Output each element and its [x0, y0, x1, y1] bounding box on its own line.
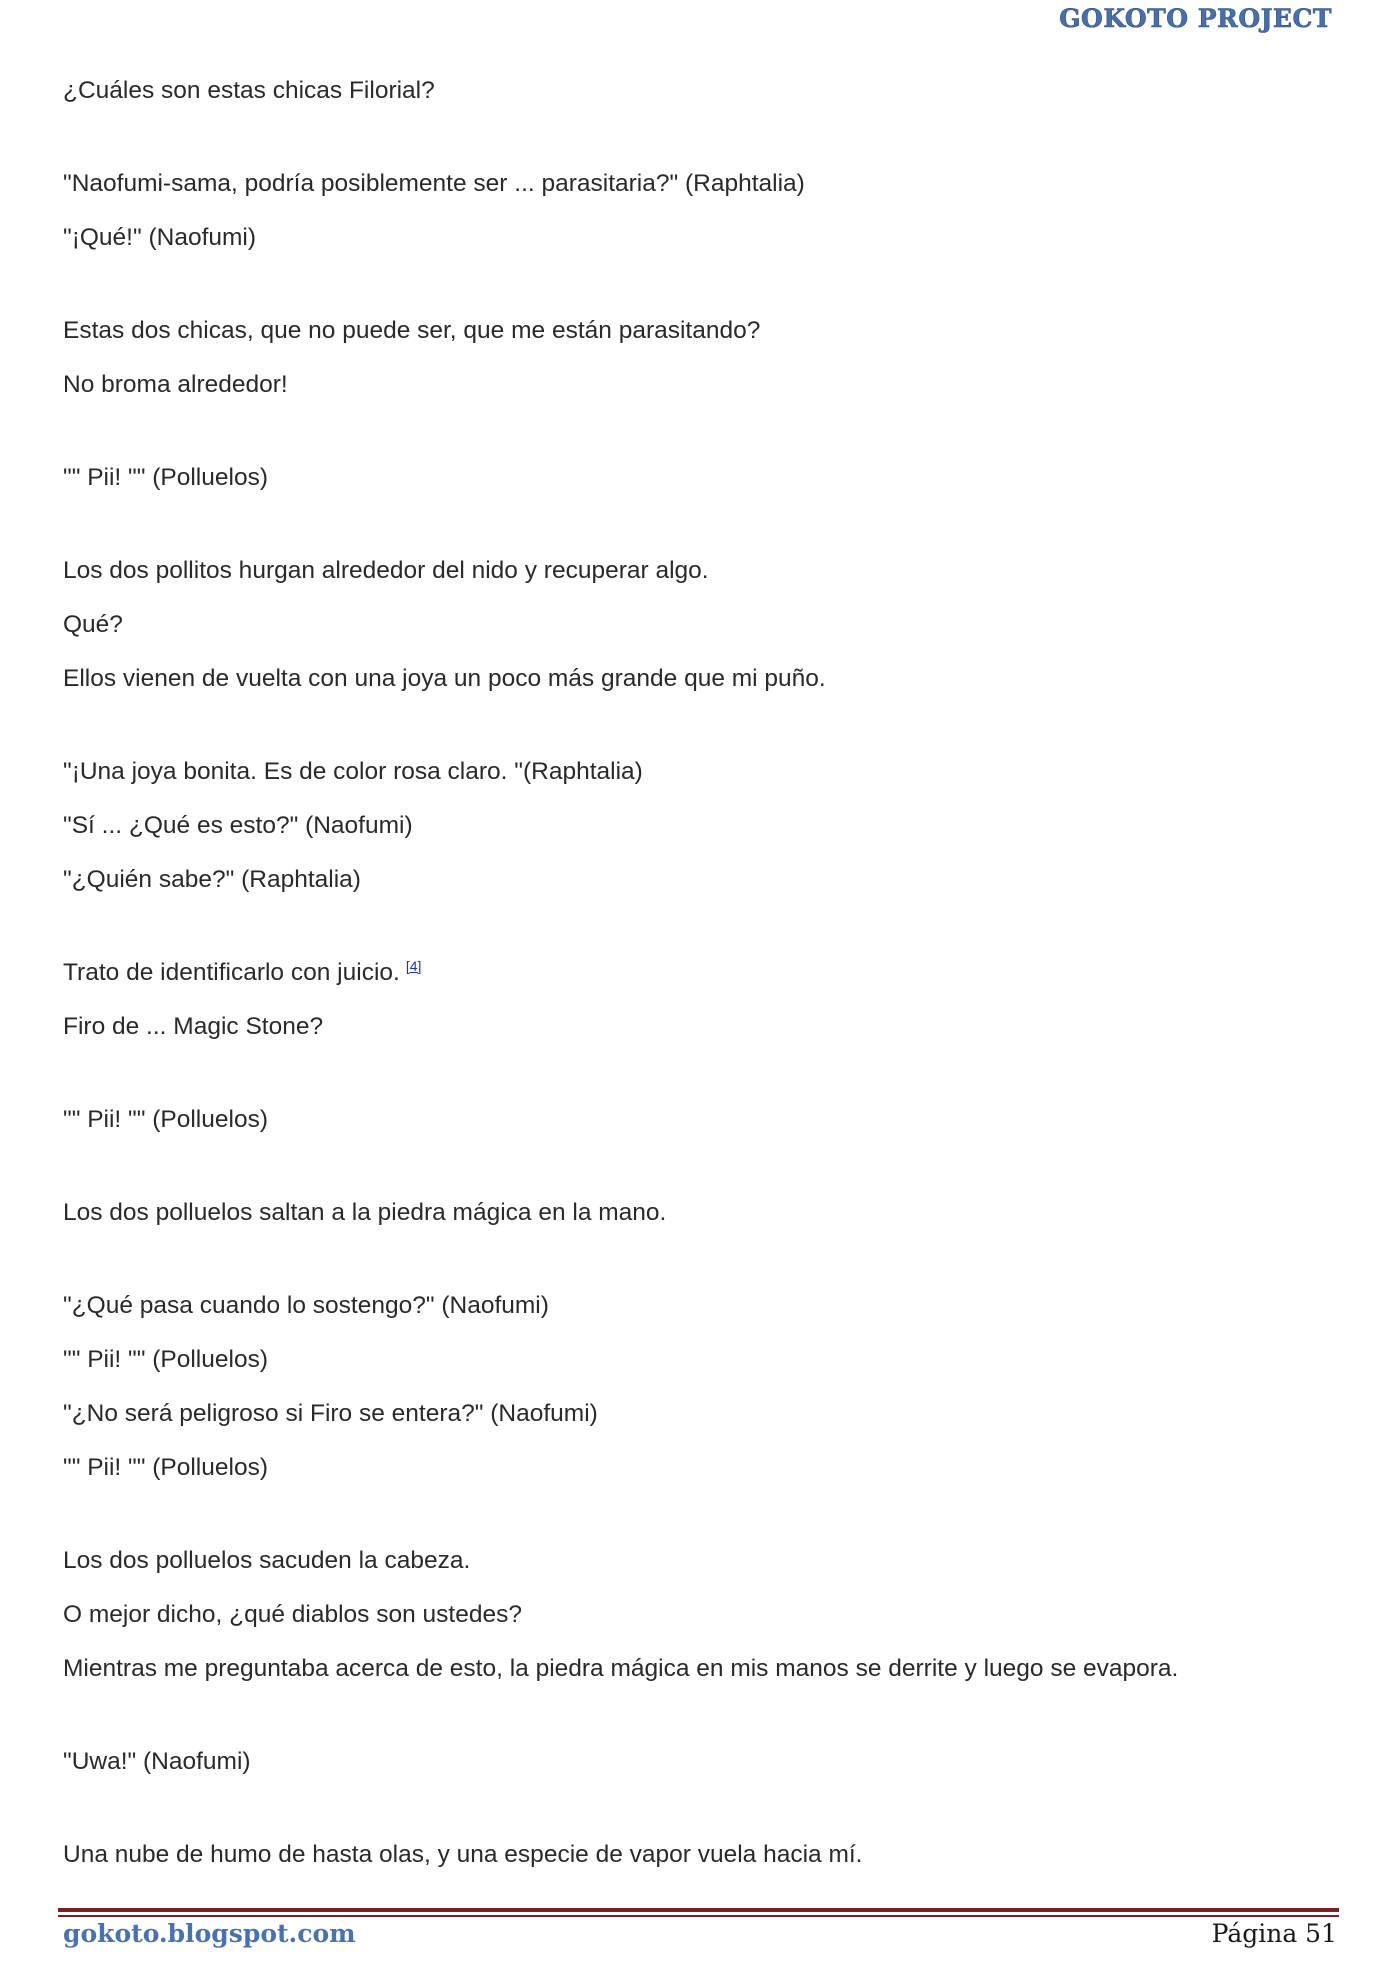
paragraph: "" Pii! "" (Polluelos)	[63, 464, 268, 491]
paragraph: Los dos polluelos saltan a la piedra mágica en la mano.	[63, 1199, 667, 1226]
paragraph: O mejor dicho, ¿qué diablos son ustedes?	[63, 1601, 522, 1628]
paragraph: "¿Qué pasa cuando lo sostengo?" (Naofumi)	[63, 1292, 549, 1319]
paragraph: "¡Una joya bonita. Es de color rosa claro. "(Raphtalia)	[63, 758, 643, 785]
paragraph: "Uwa!" (Naofumi)	[63, 1748, 251, 1775]
paragraph: "" Pii! "" (Polluelos)	[63, 1454, 268, 1481]
paragraph: "¿Quién sabe?" (Raphtalia)	[63, 866, 361, 893]
header-brand: GOKOTO PROJECT	[1059, 4, 1332, 33]
paragraph: Los dos polluelos sacuden la cabeza.	[63, 1547, 471, 1574]
footer-site-url[interactable]: gokoto.blogspot.com	[63, 1919, 356, 1948]
footnote-link[interactable]: [4]	[405, 957, 422, 974]
paragraph: Qué?	[63, 611, 123, 638]
paragraph: "¿No será peligroso si Firo se entera?" (Naofumi)	[63, 1400, 598, 1427]
paragraph: Firo de ... Magic Stone?	[63, 1013, 324, 1040]
paragraph: No broma alrededor!	[63, 371, 288, 398]
paragraph: Estas dos chicas, que no puede ser, que me están parasitando?	[63, 317, 761, 344]
footer-page-number: Página 51	[1211, 1919, 1337, 1948]
paragraph: "" Pii! "" (Polluelos)	[63, 1346, 268, 1373]
paragraph: ¿Cuáles son estas chicas Filorial?	[63, 77, 435, 104]
footer-divider-thin	[58, 1915, 1339, 1917]
paragraph: Una nube de humo de hasta olas, y una especie de vapor vuela hacia mí.	[63, 1841, 863, 1868]
paragraph: Mientras me preguntaba acerca de esto, la piedra mágica en mis manos se derrite y luego se evapora.	[63, 1655, 1179, 1682]
paragraph: "Sí ... ¿Qué es esto?" (Naofumi)	[63, 812, 413, 839]
footer-divider	[58, 1908, 1339, 1917]
paragraph-text: Trato de identificarlo con juicio.	[63, 959, 400, 986]
paragraph: "¡Qué!" (Naofumi)	[63, 224, 257, 251]
paragraph: Ellos vienen de vuelta con una joya un poco más grande que mi puño.	[63, 665, 826, 692]
paragraph: Los dos pollitos hurgan alrededor del nido y recuperar algo.	[63, 557, 709, 584]
paragraph: "Naofumi-sama, podría posiblemente ser ... parasitaria?" (Raphtalia)	[63, 170, 805, 197]
paragraph-with-footnote	[63, 957, 421, 989]
paragraph: "" Pii! "" (Polluelos)	[63, 1106, 268, 1133]
